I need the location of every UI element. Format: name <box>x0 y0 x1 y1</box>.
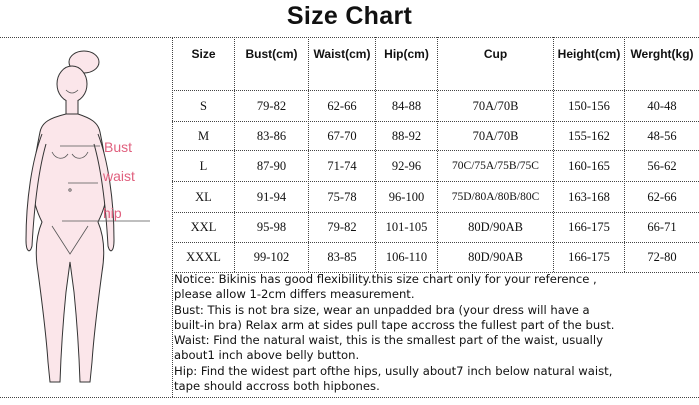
cell-waist: 62-66 <box>327 98 357 113</box>
notes-line: Notice: Bikinis has good flexibility.this size chart only for your reference , <box>174 272 597 286</box>
cell-cup: 70A/70B <box>472 128 519 143</box>
cell-weight: 40-48 <box>647 98 677 113</box>
cell-cup: 70A/70B <box>472 98 519 113</box>
waist-label: waist <box>103 168 135 184</box>
cell-size: S <box>200 98 207 113</box>
cell-size: L <box>199 158 208 173</box>
cell-height: 166-175 <box>568 250 610 264</box>
cell-size: XXXL <box>186 250 221 264</box>
header-bust: Bust(cm) <box>245 47 298 61</box>
cell-hip: 96-100 <box>388 189 425 204</box>
cell-hip: 84-88 <box>391 98 422 113</box>
header-cup: Cup <box>483 47 508 61</box>
cell-height: 150-156 <box>568 98 610 113</box>
cell-bust: 91-94 <box>256 189 287 204</box>
notes-block <box>174 272 697 394</box>
notes-line: built-in bra) Relax arm at sides pull tape accross the fullest part of the bust. <box>174 317 615 332</box>
cell-size: XXL <box>190 220 217 234</box>
cell-waist: 67-70 <box>327 128 357 143</box>
header-size: Size <box>191 47 216 61</box>
cell-weight: 56-62 <box>647 158 677 173</box>
cell-height: 155-162 <box>568 128 610 143</box>
cell-waist: 71-74 <box>327 158 357 173</box>
bust-label: Bust <box>104 139 133 155</box>
hip-label: hip <box>103 205 122 221</box>
cell-weight: 48-56 <box>647 128 677 143</box>
cell-height: 163-168 <box>568 189 610 204</box>
cell-cup: 70C/75A/75B/75C <box>452 160 539 172</box>
cell-height: 166-175 <box>568 220 610 234</box>
header-height: Height(cm) <box>557 47 621 61</box>
cell-bust: 87-90 <box>256 158 287 173</box>
woman-silhouette-icon <box>0 40 170 400</box>
cell-waist: 79-82 <box>327 220 357 234</box>
notes-line: Hip: Find the widest part ofthe hips, usully about7 inch below natural waist, <box>174 363 613 378</box>
notes-line: about1 inch above belly button. <box>174 348 360 363</box>
cell-hip: 92-96 <box>391 158 422 173</box>
cell-cup: 75D/80A/80B/80C <box>451 191 540 203</box>
cell-hip: 106-110 <box>385 250 428 264</box>
notes-line: tape should accross both hipbones. <box>174 379 380 394</box>
cell-size: M <box>197 128 210 143</box>
cell-size: XL <box>195 189 212 204</box>
cell-weight: 62-66 <box>647 189 677 204</box>
cell-bust: 83-86 <box>256 128 287 143</box>
cell-weight: 66-71 <box>647 220 677 234</box>
cell-bust: 95-98 <box>256 220 287 234</box>
cell-cup: 80D/90AB <box>468 220 523 234</box>
notes-line: Bust: This is not bra size, wear an unpadded bra (your dress will have a <box>174 302 590 317</box>
notes-line: please allow 1-2cm differs measurement. <box>174 287 415 302</box>
cell-waist: 75-78 <box>327 189 357 204</box>
cell-cup: 80D/90AB <box>468 250 523 264</box>
cell-bust: 99-102 <box>253 250 290 264</box>
cell-hip: 88-92 <box>391 128 422 143</box>
body-figure <box>0 40 170 400</box>
cell-bust: 79-82 <box>256 98 287 113</box>
cell-height: 160-165 <box>568 158 610 173</box>
page-title: Size Chart <box>286 2 413 30</box>
cell-weight: 72-80 <box>647 250 677 264</box>
header-waist: Waist(cm) <box>313 47 371 61</box>
header-hip: Hip(cm) <box>384 47 429 61</box>
header-weight: Werght(kg) <box>630 47 694 61</box>
notes-line: Waist: Find the natural waist, this is the smallest part of the waist, usually <box>174 333 603 348</box>
cell-hip: 101-105 <box>385 220 428 234</box>
cell-waist: 83-85 <box>327 250 357 264</box>
